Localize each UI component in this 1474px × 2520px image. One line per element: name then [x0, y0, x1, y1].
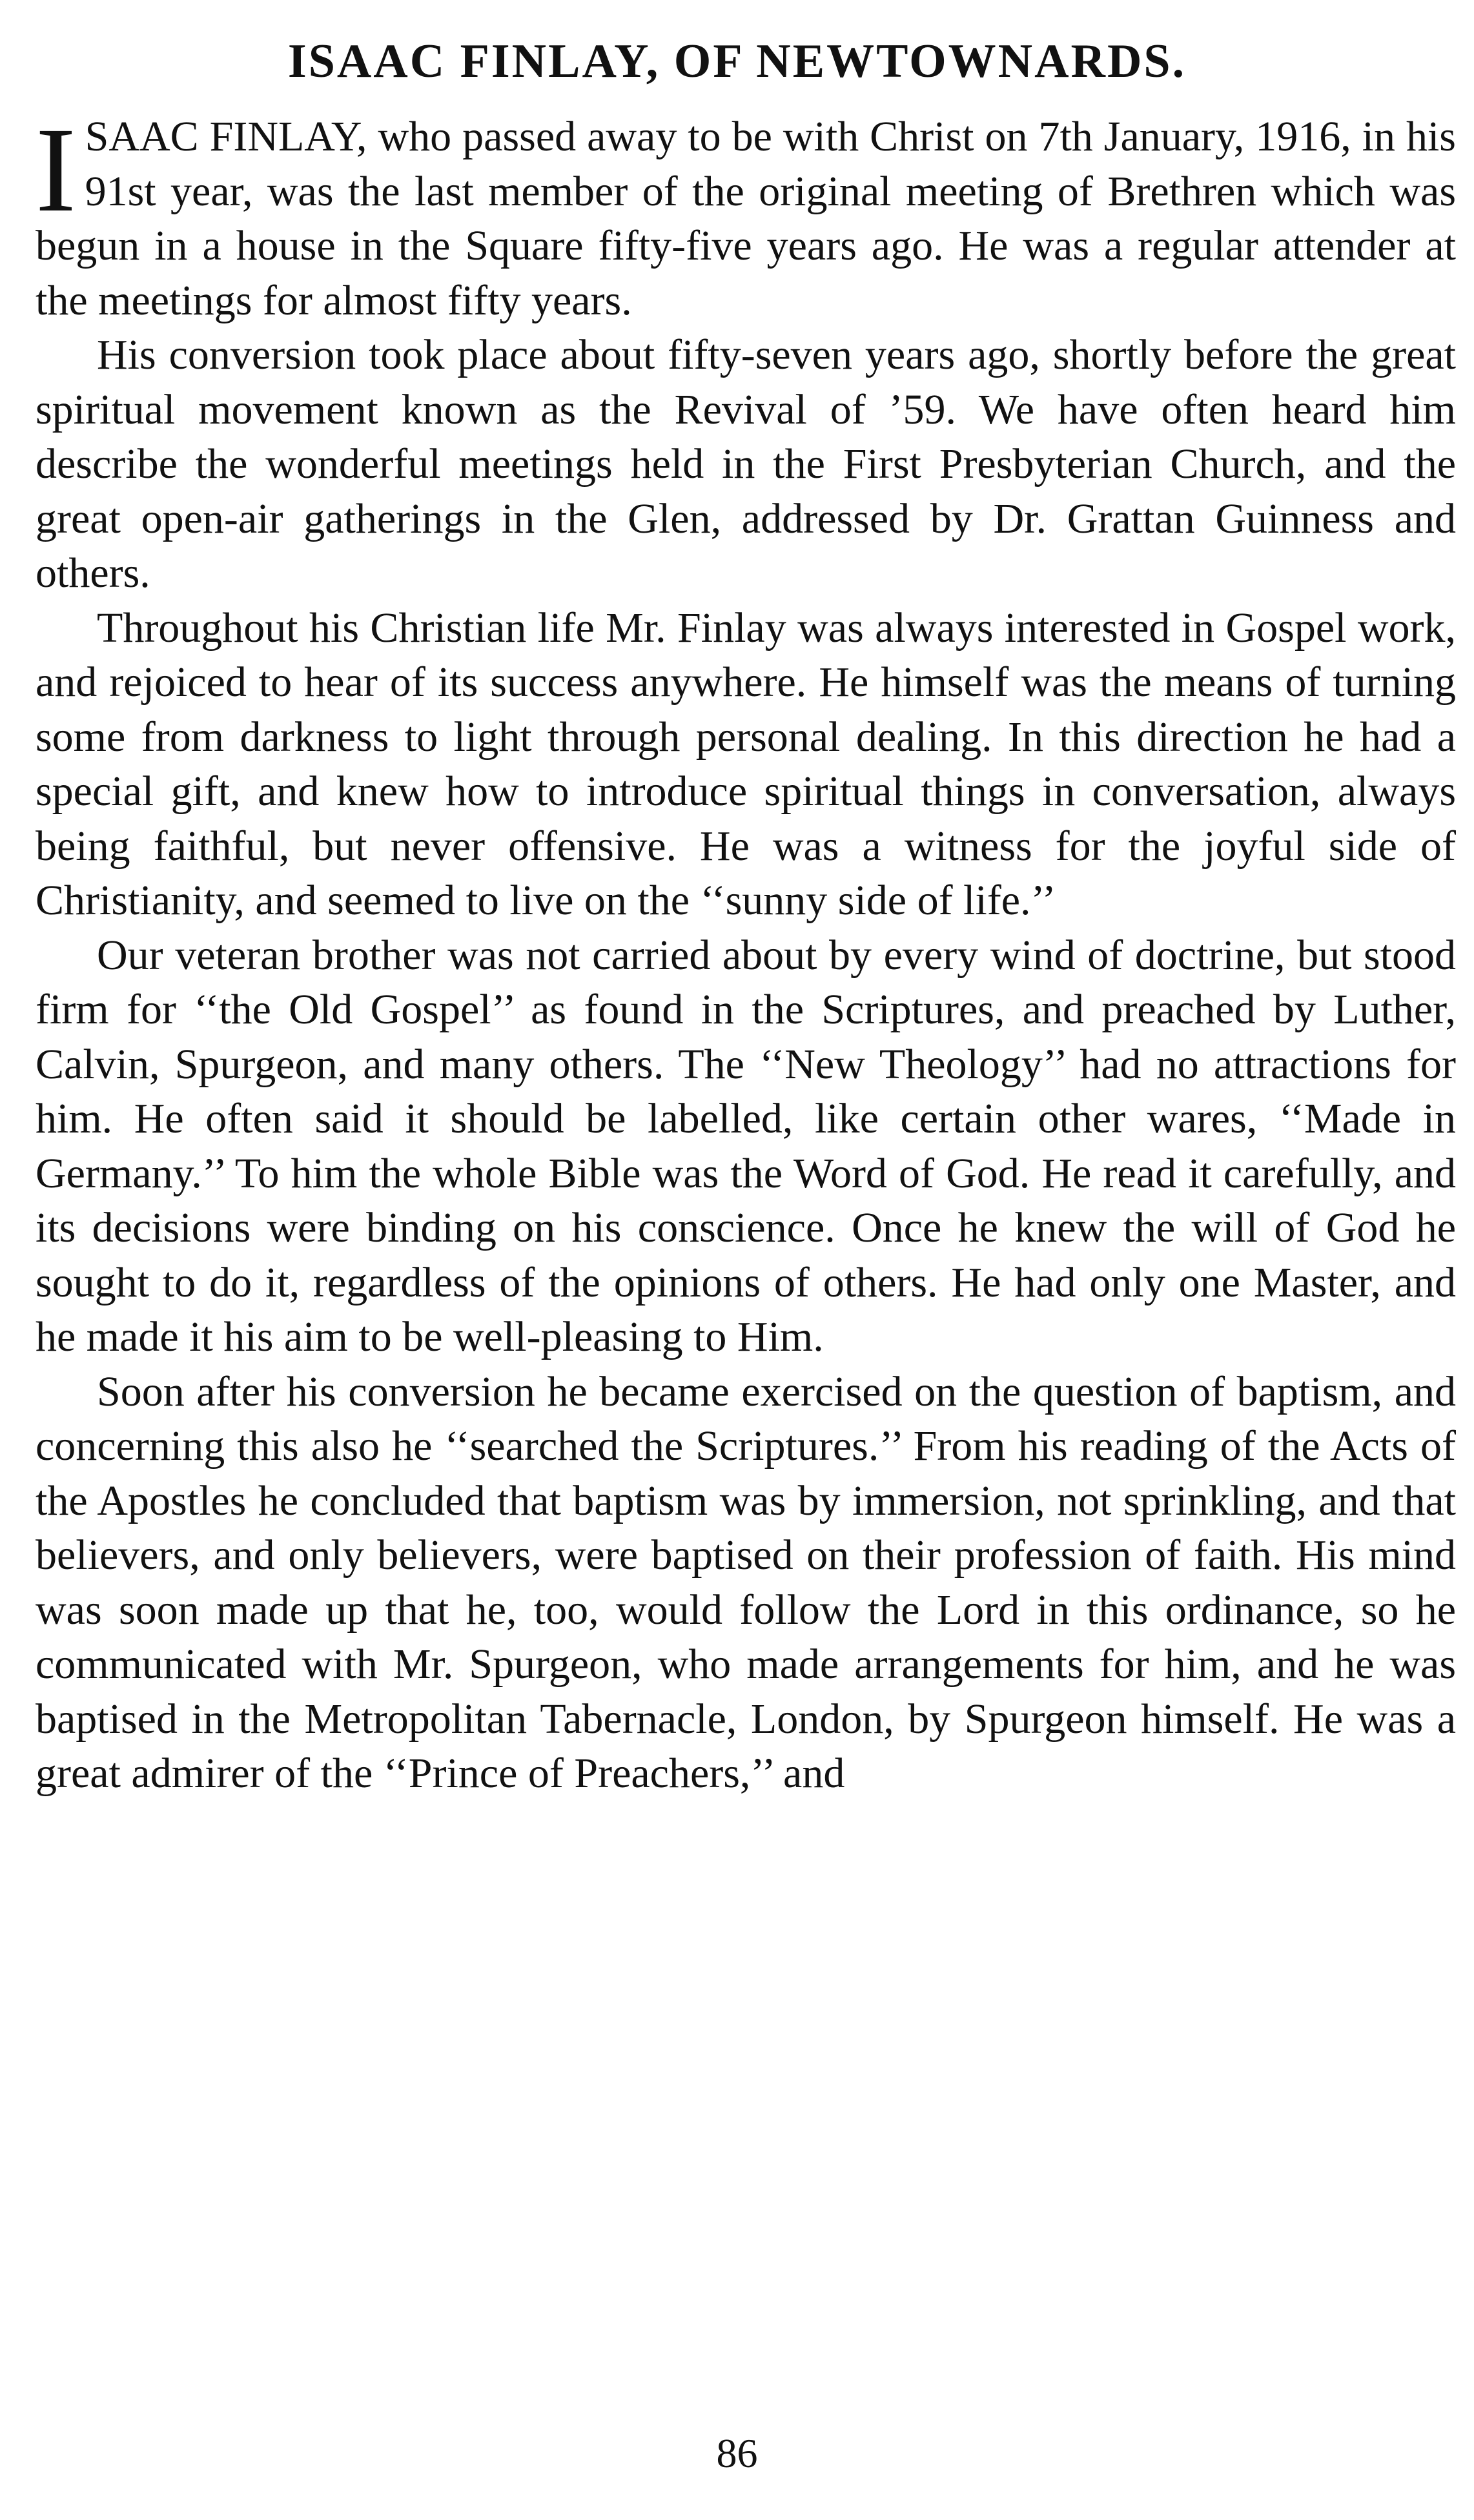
- paragraph-1-text: SAAC FINLAY, who passed away to be with Christ on 7th January, 1916, in his 91st year, was the last member of the original meeting of Brethren which was begun in a house in the Square fifty-five years ago. He was a regular attender at the meetings for almost fifty years.: [36, 113, 1456, 324]
- paragraph-1: [36, 102, 1456, 328]
- page-number: 86: [716, 2430, 758, 2476]
- article-body: [36, 102, 1456, 1801]
- paragraph-2: His conversion took place about fifty-seven years ago, shortly before the great spiritual movement known as the Revival of ’59. We have often heard him describe the wonderful meetings held in the First Presbyterian Church, and the great open-air gatherings in the Glen, addressed by Dr. Grattan Guinness and others.: [36, 331, 1456, 597]
- article-title: ISAAC FINLAY, OF NEWTOWNARDS.: [287, 35, 1187, 88]
- drop-cap: I: [36, 102, 76, 237]
- paragraph-4: Our veteran brother was not carried about by every wind of doctrine, but stood firm for ‘‘the Old Gospel’’ as found in the Scriptures, and preached by Luther, Calvin, Spurgeon, and many others. The ‘‘New Theology’’ had no attractions for him. He often said it should be labelled, like certain other wares, ‘‘Made in Germany.’’ To him the whole Bible was the Word of God. He read it carefully, and its decisions were binding on his conscience. Once he knew the will of God he sought to do it, regardless of the opinions of others. He had only one Master, and he made it his aim to be well-pleasing to Him.: [36, 931, 1456, 1360]
- paragraph-5: Soon after his conversion he became exercised on the question of baptism, and concerning this also he ‘‘searched the Scriptures.’’ From his reading of the Acts of the Apostles he concluded that baptism was by immersion, not sprinkling, and that believers, and only believers, were baptised on their profession of faith. His mind was soon made up that he, too, would follow the Lord in this ordinance, so he communicated with Mr. Spurgeon, who made arrangements for him, and he was baptised in the Metropolitan Tabernacle, London, by Spurgeon himself. He was a great admirer of the ‘‘Prince of Preachers,’’ and: [36, 1368, 1456, 1797]
- paragraph-3: Throughout his Christian life Mr. Finlay was always interested in Gospel work, and rejoiced to hear of its success anywhere. He himself was the means of turning some from darkness to light through personal dealing. In this direction he had a special gift, and knew how to introduce spiritual things in conversation, always being faithful, but never offensive. He was a witness for the joyful side of Christianity, and seemed to live on the ‘‘sunny side of life.’’: [36, 604, 1456, 924]
